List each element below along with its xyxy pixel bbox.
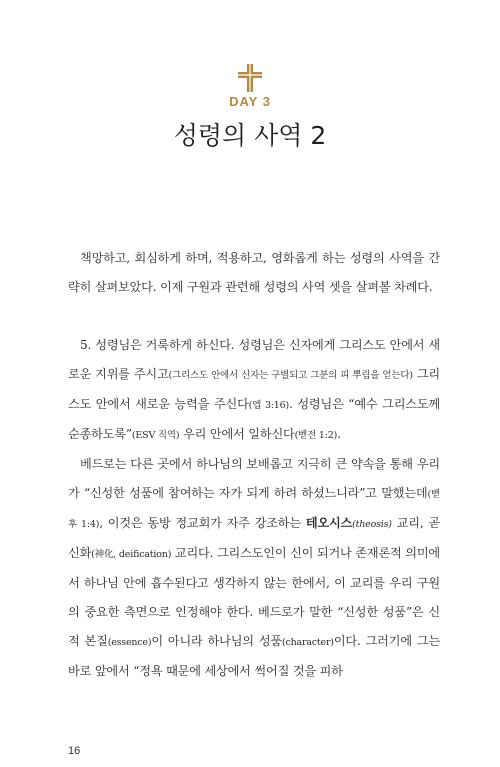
p2-text-2: 그리스도 안에서 새로운 능력을 주신다 (68, 367, 440, 411)
paragraph-2 (68, 331, 440, 450)
p3-text-6: 이다. 그러기에 그는 바로 앞에서 “정욕 때문에 세상에서 썩어질 것을 피하 (68, 634, 440, 678)
p2-text-4: 우리 안에서 일하신다 (179, 427, 295, 441)
p3-note-1: (theosis) (352, 519, 392, 530)
p3-text-5: 이 아니라 하나님의 성품 (151, 634, 282, 648)
page-number: 16 (68, 745, 81, 757)
p3-note-3: (essence) (107, 637, 152, 648)
p3-text-1: 베드로는 다른 곳에서 하나님의 보배롭고 지극히 큰 약속을 통해 우리가 “신성한 성품에 참여하는 자가 되게 하려 하셨느니라”고 말했는데 (68, 457, 440, 500)
day-label: DAY 3 (229, 94, 271, 109)
p2-ref-1: (엡 3:16) (248, 400, 290, 411)
paragraph-3 (68, 450, 440, 686)
body-text (68, 244, 440, 686)
p3-note-4: (character) (281, 637, 334, 648)
p3-bold-term: 테오시스 (305, 516, 353, 530)
p2-text-3: . 성령님은 “예수 그리스도께 순종하도록” (68, 397, 441, 441)
p2-text-1: 5. 성령님은 거룩하게 하신다. 성령님은 신자에게 그리스도 안에서 새로운 지위를 주시고 (68, 338, 440, 381)
page-title: 성령의 사역 2 (173, 121, 327, 150)
p2-note-1: (그리스도 안에서 신자는 구별되고 그분의 피 뿌림을 얻는다) (168, 370, 413, 381)
p3-text-2: , 이것은 동방 정교회가 자주 강조하는 (99, 516, 306, 530)
paragraph-1: 책망하고, 회심하게 하며, 적용하고, 영화롭게 하는 성령의 사역을 간략히 살펴보았다. 이제 구원과 관련해 성령의 사역 셋을 살펴볼 차례다. (68, 251, 440, 294)
p3-ref-1: (벧후 1:4) (68, 489, 440, 530)
p3-text-4: 교리다. 그리스도인이 신이 되거나 존재론적 의미에서 하나님 안에 흡수된다고 생각하지 않는 한에서, 이 교리를 우리 구원의 중요한 측면으로 인정해야 한다. 베드로가 말한 “신성한 성품”은 신적 본질 (68, 546, 440, 648)
p2-text-5: . (337, 427, 341, 441)
p3-text-3: 교리, 곧 신화 (68, 516, 440, 560)
p2-note-2: (ESV 직역) (131, 430, 180, 441)
cross-icon (234, 62, 266, 94)
p2-ref-2: (벧전 1:2) (294, 430, 338, 441)
p3-note-2: (神化, deification) (91, 549, 172, 560)
